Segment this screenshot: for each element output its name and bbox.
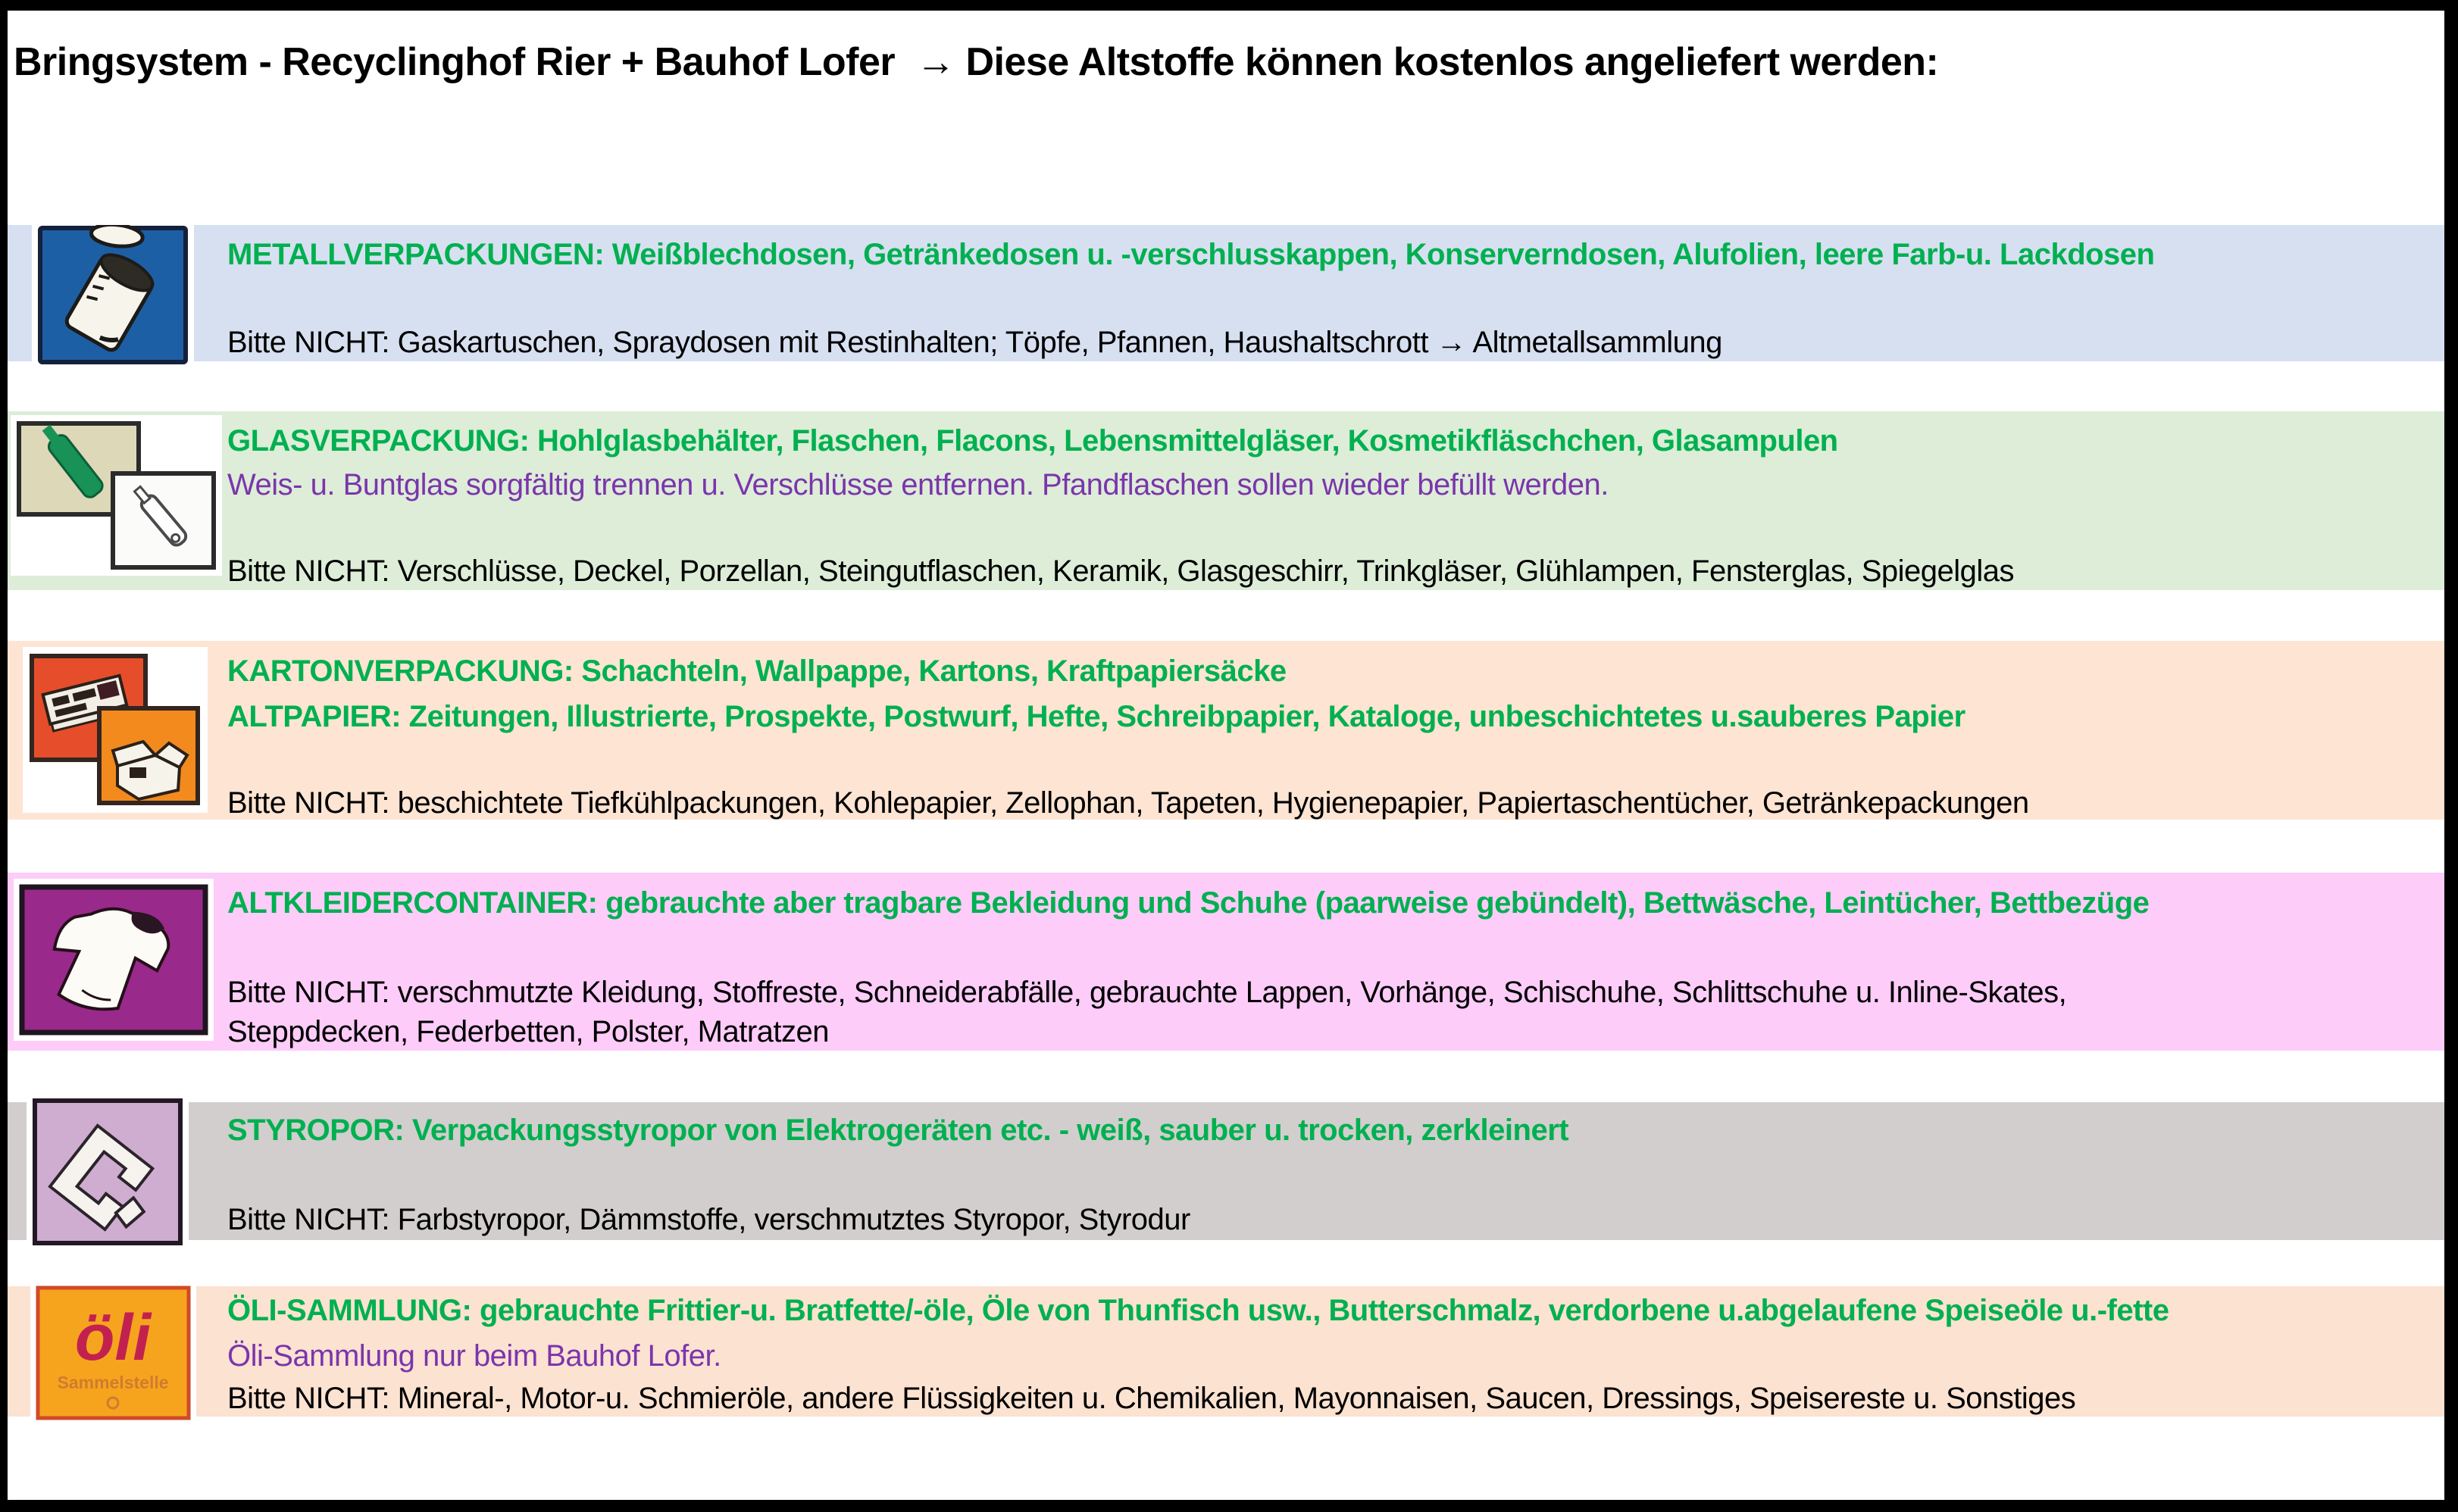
styrofoam-icon: [27, 1092, 189, 1251]
section-heading-2: ALTPAPIER: Zeitungen, Illustrierte, Prospekte, Postwurf, Hefte, Schreibpapier, Kataloge, unbeschichtetes u.sauberes Papier: [227, 700, 1965, 733]
section-kartonverpackung-band: [8, 641, 2444, 820]
section-heading: METALLVERPACKUNGEN: Weißblechdosen, Getränkedosen u. -verschlusskappen, Konserverndosen, Alufolien, leere Farb-u. Lackdosen: [227, 238, 2155, 271]
section-styropor-band: [8, 1102, 2444, 1240]
section-heading: ALTKLEIDERCONTAINER: gebrauchte aber tragbare Bekleidung und Schuhe (paarweise gebündelt), Bettwäsche, Leintücher, Bettbezüge: [227, 886, 2150, 920]
section-heading: ÖLI-SAMMLUNG: gebrauchte Frittier-u. Bratfette/-öle, Öle von Thunfisch usw., Butterschmalz, verdorbene u.abgelaufene Speiseöle u.-fette: [227, 1294, 2169, 1327]
t-shirt-icon: [14, 879, 214, 1041]
section-not-allowed-2: Steppdecken, Federbetten, Polster, Matratzen: [227, 1015, 830, 1048]
section-note: Öli-Sammlung nur beim Bauhof Lofer.: [227, 1339, 721, 1373]
section-not-allowed: Bitte NICHT: verschmutzte Kleidung, Stoffreste, Schneiderabfälle, gebrauchte Lappen, Vorhänge, Schischuhe, Schlittschuhe u. Inline-Skates,: [227, 976, 2067, 1009]
cardboard-paper-icon: [23, 647, 208, 813]
oeli-logo-icon: [30, 1280, 196, 1426]
oeli-logo-text: öli: [74, 1301, 152, 1374]
section-not-allowed: Bitte NICHT: beschichtete Tiefkühlpackungen, Kohlepapier, Zellophan, Tapeten, Hygienepapier, Papiertaschentücher, Getränkepackungen: [227, 786, 2029, 820]
section-metallverpackungen-band: [8, 225, 2444, 361]
section-not-allowed: Bitte NICHT: Mineral-, Motor-u. Schmieröle, andere Flüssigkeiten u. Chemikalien, Mayonnaisen, Saucen, Dressings, Speisereste u. Sonstiges: [227, 1382, 2076, 1415]
section-not-allowed: Bitte NICHT: Gaskartuschen, Spraydosen mit Restinhalten; Töpfe, Pfannen, Haushaltschrott → Altmetallsammlung: [227, 326, 1722, 359]
section-oeli-sammlung-band: [8, 1286, 2444, 1417]
section-not-allowed: Bitte NICHT: Farbstyropor, Dämmstoffe, verschmutztes Styropor, Styrodur: [227, 1203, 1190, 1236]
oeli-logo-subtext: Sammelstelle: [57, 1373, 169, 1392]
section-heading: KARTONVERPACKUNG: Schachteln, Wallpappe, Kartons, Kraftpapiersäcke: [227, 654, 1287, 688]
tin-can-icon: [32, 220, 194, 370]
section-not-allowed: Bitte NICHT: Verschlüsse, Deckel, Porzellan, Steingutflaschen, Keramik, Glasgeschirr, Trinkgläser, Glühlampen, Fensterglas, Spiegelglas: [227, 555, 2015, 588]
section-altkleidercontainer-band: [8, 873, 2444, 1051]
section-note: Weis- u. Buntglas sorgfältig trennen u. Verschlüsse entfernen. Pfandflaschen sollen wieder befüllt werden.: [227, 468, 1609, 501]
page-title: Bringsystem - Recyclinghof Rier + Bauhof Lofer → Diese Altstoffe können kostenlos angeliefert werden:: [14, 40, 1939, 84]
section-heading: STYROPOR: Verpackungsstyropor von Elektrogeräten etc. - weiß, sauber u. trocken, zerkleinert: [227, 1114, 1569, 1147]
section-glasverpackung-band: [8, 411, 2444, 590]
section-heading: GLASVERPACKUNG: Hohlglasbehälter, Flaschen, Flacons, Lebensmittelgläser, Kosmetikfläschchen, Glasampulen: [227, 424, 1838, 458]
glass-bottles-icon: [11, 415, 222, 576]
